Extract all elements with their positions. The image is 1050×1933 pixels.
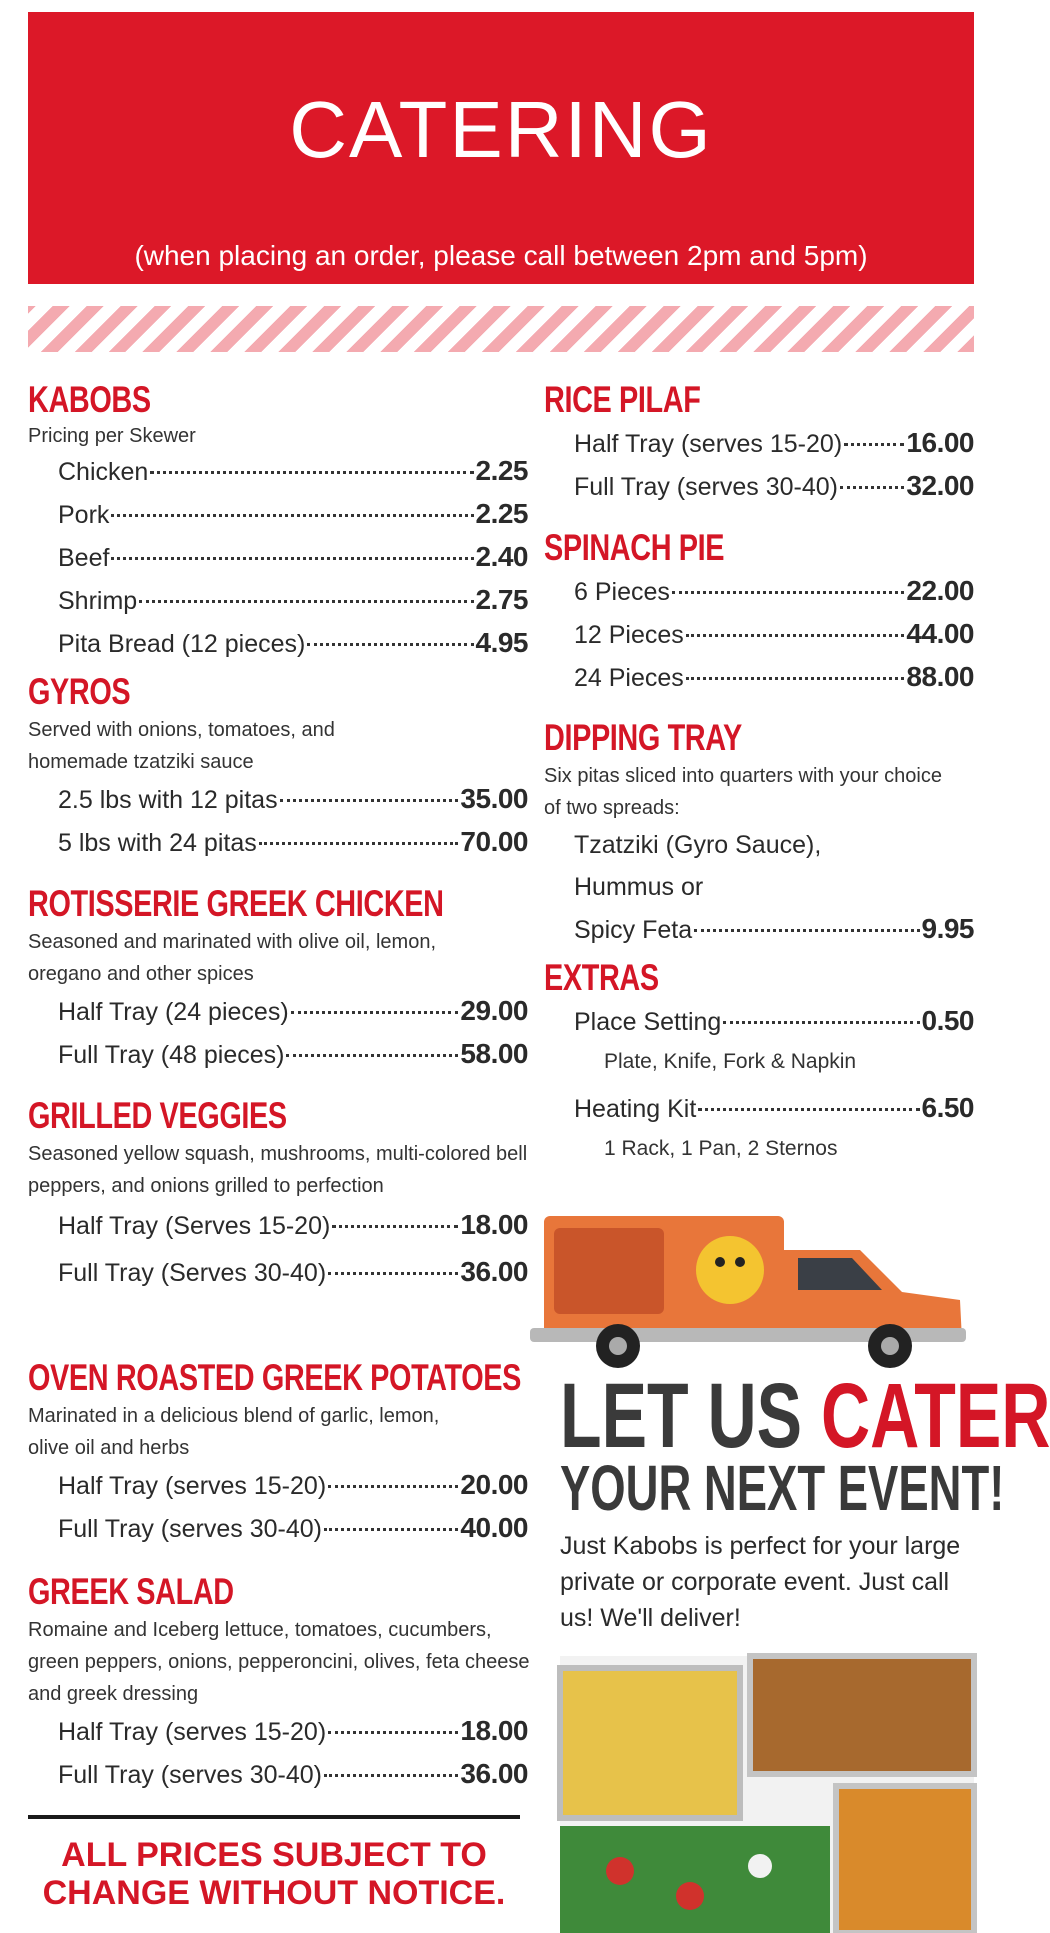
- item-price: 40.00: [460, 1512, 528, 1543]
- item-price: 70.00: [460, 826, 528, 857]
- item-price: 32.00: [906, 470, 974, 501]
- dot-leader: [324, 1774, 458, 1777]
- item-name: Full Tray (48 pieces): [58, 1041, 285, 1069]
- dot-leader: [139, 600, 473, 603]
- menu-item: [544, 656, 974, 699]
- section-title: KABOBS: [28, 379, 151, 420]
- delivery-truck-image: [530, 1210, 970, 1370]
- item-name: Half Tray (24 pieces): [58, 998, 289, 1026]
- item-name: Full Tray (Serves 30-40): [58, 1259, 327, 1287]
- item-price: 36.00: [460, 1256, 528, 1287]
- section-title: DIPPING TRAY: [544, 717, 742, 758]
- menu-item: [28, 1753, 528, 1796]
- menu-item: [28, 1033, 528, 1076]
- dot-leader: [286, 1054, 458, 1057]
- menu-item: [544, 908, 974, 951]
- mascot-eye: [735, 1257, 745, 1267]
- menu-item: [28, 450, 528, 493]
- menu-item: [544, 570, 974, 613]
- greek-salad-tray: [560, 1826, 830, 1933]
- disclaimer-line-2: CHANGE WITHOUT NOTICE.: [42, 1874, 506, 1912]
- item-name: Shrimp: [58, 587, 138, 615]
- catering-header-banner: [28, 12, 974, 284]
- dot-leader: [694, 929, 919, 932]
- footer-divider: [28, 1815, 520, 1819]
- section-description: Six pitas sliced into quarters with your choice of two spreads:: [544, 765, 942, 819]
- section-title: GRILLED VEGGIES: [28, 1095, 287, 1136]
- item-price: 2.25: [475, 455, 528, 486]
- item-price: 6.50: [921, 1092, 974, 1123]
- wheel-hub: [881, 1337, 899, 1355]
- section-description: Romaine and Iceberg lettuce, tomatoes, cucumbers, green peppers, onions, pepperoncini, olives, feta cheese and greek dressing: [28, 1619, 530, 1705]
- item-name: Full Tray (serves 30-40): [58, 1761, 322, 1789]
- promo-subheadline: YOUR NEXT EVENT!: [560, 1452, 1005, 1524]
- menu-item: [28, 1202, 528, 1249]
- section-description: Marinated in a delicious blend of garlic, lemon, olive oil and herbs: [28, 1405, 440, 1459]
- item-price: 29.00: [460, 995, 528, 1026]
- greek-potatoes-tray: [836, 1786, 974, 1933]
- spread-option: Tzatziki (Gyro Sauce),: [574, 831, 822, 859]
- menu-item: [28, 579, 528, 622]
- dot-leader: [723, 1021, 919, 1024]
- section-greek-salad: [28, 1570, 528, 1796]
- item-price: 16.00: [906, 427, 974, 458]
- section-description: Served with onions, tomatoes, and homemade tzatziki sauce: [28, 719, 335, 773]
- item-price: 4.95: [475, 627, 528, 658]
- menu-item: [28, 821, 528, 864]
- item-name: Half Tray (serves 15-20): [58, 1718, 327, 1746]
- left-menu-column: [28, 378, 528, 1796]
- item-price: 0.50: [921, 1005, 974, 1036]
- menu-item: [544, 613, 974, 656]
- section-title: GYROS: [28, 671, 131, 712]
- menu-item: [28, 536, 528, 579]
- dot-leader: [324, 1528, 458, 1531]
- promo-headline: [560, 1365, 1050, 1467]
- item-name: 24 Pieces: [574, 664, 684, 692]
- dot-leader: [686, 634, 905, 637]
- item-name: 5 lbs with 24 pitas: [58, 829, 257, 857]
- dot-leader: [840, 486, 904, 489]
- mascot-graphic: [696, 1236, 764, 1304]
- item-price: 44.00: [906, 618, 974, 649]
- dot-leader: [328, 1485, 458, 1488]
- menu-item: [28, 493, 528, 536]
- dot-leader: [328, 1272, 458, 1275]
- section-extras: [544, 956, 974, 1168]
- item-name: 6 Pieces: [574, 578, 670, 606]
- menu-item: [28, 1710, 528, 1753]
- item-name: Beef: [58, 544, 110, 572]
- item-price: 88.00: [906, 661, 974, 692]
- item-price: 35.00: [460, 783, 528, 814]
- item-price: 18.00: [460, 1209, 528, 1240]
- section-rotisserie-greek-chicken: [28, 882, 528, 1094]
- item-price: 36.00: [460, 1758, 528, 1789]
- promo-headline-accent: CATER: [820, 1365, 1050, 1467]
- item-name: Pita Bread (12 pieces): [58, 630, 306, 658]
- tomato-slice: [676, 1882, 704, 1910]
- section-title: OVEN ROASTED GREEK POTATOES: [28, 1357, 521, 1398]
- section-title: SPINACH PIE: [544, 527, 725, 568]
- item-name: Half Tray (serves 15-20): [58, 1472, 327, 1500]
- item-name: Place Setting: [574, 1008, 722, 1036]
- section-title: RICE PILAF: [544, 379, 701, 420]
- catering-food-trays-image: [560, 1656, 974, 1933]
- item-name: Half Tray (serves 15-20): [574, 430, 843, 458]
- menu-item: [28, 1507, 528, 1550]
- section-dipping-tray: [544, 716, 974, 956]
- item-name: 12 Pieces: [574, 621, 684, 649]
- item-name: 2.5 lbs with 12 pitas: [58, 786, 278, 814]
- item-price: 2.40: [475, 541, 528, 572]
- item-price: 18.00: [460, 1715, 528, 1746]
- item-price: 2.25: [475, 498, 528, 529]
- item-price: 2.75: [475, 584, 528, 615]
- menu-item: [544, 1000, 974, 1043]
- dot-leader: [686, 677, 905, 680]
- dot-leader: [307, 643, 473, 646]
- section-kabobs: [28, 378, 528, 670]
- item-note: Plate, Knife, Fork & Napkin: [604, 1050, 857, 1073]
- dot-leader: [259, 842, 459, 845]
- section-title: ROTISSERIE GREEK CHICKEN: [28, 883, 444, 924]
- right-menu-column: [544, 378, 974, 1168]
- tomato-slice: [606, 1857, 634, 1885]
- section-title: EXTRAS: [544, 957, 659, 998]
- menu-item: [28, 622, 528, 665]
- menu-item: [544, 1087, 974, 1130]
- dot-leader: [844, 443, 904, 446]
- section-oven-roasted-greek-potatoes: [28, 1356, 528, 1570]
- item-price: 58.00: [460, 1038, 528, 1069]
- section-description: Seasoned yellow squash, mushrooms, multi-colored bell peppers, and onions grilled to perfection: [28, 1143, 528, 1197]
- truck-graphic-food: [554, 1228, 664, 1314]
- item-price: 9.95: [921, 913, 974, 944]
- ordering-hours-note: (when placing an order, please call between 2pm and 5pm): [134, 240, 868, 271]
- dot-leader: [111, 514, 473, 517]
- item-name: Full Tray (serves 30-40): [58, 1515, 322, 1543]
- promo-headline-part-1: LET US: [560, 1365, 821, 1467]
- item-price: 20.00: [460, 1469, 528, 1500]
- section-rice-pilaf: [544, 378, 974, 526]
- dot-leader: [291, 1011, 459, 1014]
- promo-description: Just Kabobs is perfect for your large private or corporate event. Just call us! We'll deliver!: [560, 1532, 961, 1632]
- menu-item: [544, 422, 974, 465]
- dot-leader: [280, 799, 459, 802]
- spread-option: Hummus or: [574, 873, 704, 901]
- dot-leader: [332, 1225, 458, 1228]
- item-name: Spicy Feta: [574, 916, 693, 944]
- section-gyros: [28, 670, 528, 882]
- menu-item: [544, 465, 974, 508]
- dot-leader: [150, 471, 473, 474]
- item-price: 22.00: [906, 575, 974, 606]
- item-name: Heating Kit: [574, 1095, 697, 1123]
- wheel-hub: [609, 1337, 627, 1355]
- section-spinach-pie: [544, 526, 974, 716]
- kabob-tray: [750, 1656, 974, 1774]
- section-title: GREEK SALAD: [28, 1571, 234, 1612]
- section-grilled-veggies: [28, 1094, 528, 1356]
- section-description: Seasoned and marinated with olive oil, lemon, oregano and other spices: [28, 931, 437, 985]
- item-name: Full Tray (serves 30-40): [574, 473, 838, 501]
- dot-leader: [111, 557, 473, 560]
- dot-leader: [328, 1731, 458, 1734]
- item-name: Chicken: [58, 458, 149, 486]
- menu-item: [28, 1464, 528, 1507]
- menu-item: [28, 778, 528, 821]
- rice-pilaf-tray: [560, 1668, 740, 1818]
- price-disclaimer: [28, 1836, 520, 1912]
- item-name: Pork: [58, 501, 110, 529]
- disclaimer-line-1: ALL PRICES SUBJECT TO: [61, 1836, 487, 1874]
- feta-piece: [748, 1854, 772, 1878]
- menu-item: [28, 1249, 528, 1296]
- page-title: CATERING: [289, 85, 713, 174]
- section-description: Pricing per Skewer: [28, 425, 196, 447]
- decorative-stripe-band: [28, 306, 974, 352]
- mascot-eye: [715, 1257, 725, 1267]
- menu-item: [28, 990, 528, 1033]
- dot-leader: [698, 1108, 919, 1111]
- item-name: Half Tray (Serves 15-20): [58, 1212, 331, 1240]
- dot-leader: [672, 591, 905, 594]
- item-note: 1 Rack, 1 Pan, 2 Sternos: [604, 1137, 838, 1160]
